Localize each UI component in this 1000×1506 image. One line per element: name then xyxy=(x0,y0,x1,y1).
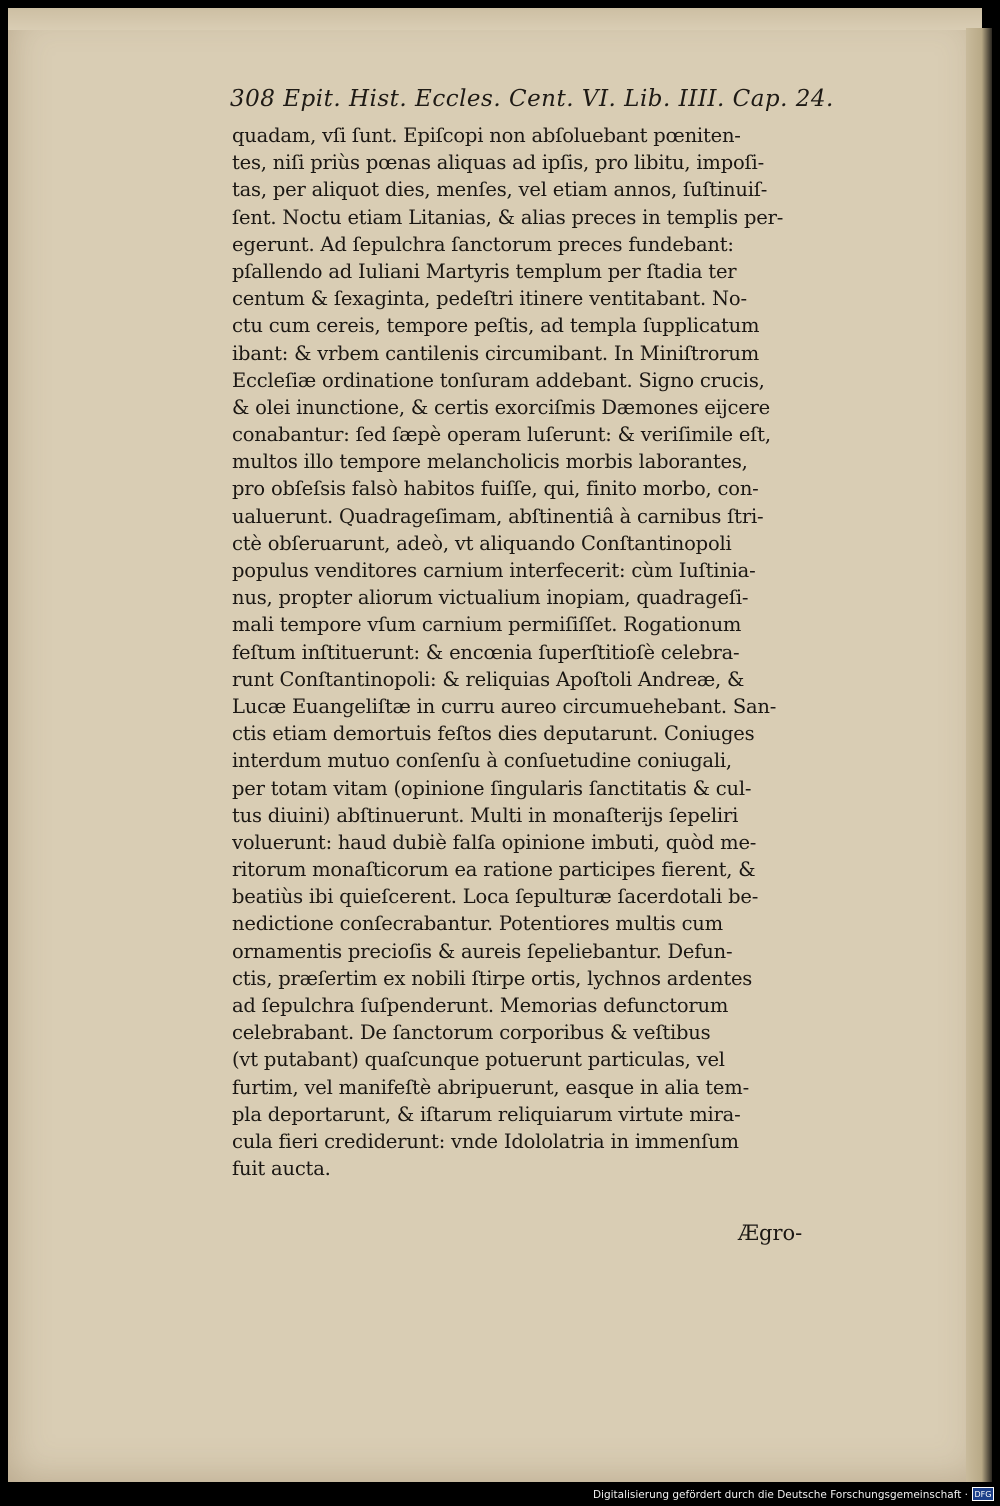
text-line: ornamentis precioſis & aureis ſepeliebantur. Defun- xyxy=(232,939,733,963)
text-line: fuit aucta. xyxy=(232,1157,331,1181)
text-line: beatiùs ibi quieſcerent. Loca ſepulturæ ſacerdotali be- xyxy=(232,885,759,909)
text-line: nus, propter aliorum victualium inopiam, quadrageſi- xyxy=(232,586,749,610)
text-line: furtim, vel manifeſtè abripuerunt, easque in alia tem- xyxy=(232,1075,749,1099)
text-line: ctu cum cereis, tempore peſtis, ad templa ſupplicatum xyxy=(232,314,760,338)
text-line: ſent. Noctu etiam Litanias, & alias preces in templis per- xyxy=(232,205,784,229)
catchword: Ægro- xyxy=(738,1221,803,1245)
footer-bar xyxy=(0,1484,1000,1506)
page-top-edge xyxy=(8,8,982,30)
text-line: quadam, vſi ſunt. Epiſcopi non abſoluebant pœniten- xyxy=(232,124,741,147)
text-line: voluerunt: haud dubiè falſa opinione imbuti, quòd me- xyxy=(232,830,757,854)
text-line: multos illo tempore melancholicis morbis laborantes, xyxy=(232,450,748,474)
text-line: Eccleſiæ ordinatione tonſuram addebant. Signo crucis, xyxy=(232,368,765,392)
text-line: feſtum inſtituerunt: & encœnia ſuperſtitioſè celebra- xyxy=(232,640,740,664)
text-line: per totam vitam (opinione ſingularis ſanctitatis & cul- xyxy=(232,776,752,800)
text-line: ctis, præſertim ex nobili ſtirpe ortis, lychnos ardentes xyxy=(232,966,753,990)
text-line: interdum mutuo conſenſu à conſuetudine coniugali, xyxy=(232,749,732,773)
text-line: ibant: & vrbem cantilenis circumibant. In Miniſtrorum xyxy=(232,341,760,365)
text-line: tus diuini) abſtinuerunt. Multi in monaſterijs ſepeliri xyxy=(232,803,739,827)
footer-credit[interactable]: Digitalisierung gefördert durch die Deutsche Forschungsgemeinschaft · xyxy=(592,1489,968,1501)
text-line: tas, per aliquot dies, menſes, vel etiam annos, ſuſtinuiſ- xyxy=(232,178,768,202)
text-line: ctè obſeruarunt, adeò, vt aliquando Conſtantinopoli xyxy=(232,531,732,555)
text-line: ad ſepulchra ſuſpenderunt. Memorias defunctorum xyxy=(232,994,729,1017)
text-line: nedictione conſecrabantur. Potentiores multis cum xyxy=(232,912,723,936)
text-line: (vt putabant) quaſcunque potuerunt particulas, vel xyxy=(232,1048,725,1072)
text-line: egerunt. Ad ſepulchra ſanctorum preces fundebant: xyxy=(232,232,734,256)
text-line: Lucæ Euangeliſtæ in curru aureo circumuehebant. San- xyxy=(232,694,777,718)
text-line: celebrabant. De ſanctorum corporibus & veſtibus xyxy=(232,1021,711,1045)
text-line: ctis etiam demortuis feſtos dies deputarunt. Coniuges xyxy=(232,722,755,746)
text-line: tes, niſi priùs pœnas aliquas ad ipſis, pro libitu, impoſi- xyxy=(232,151,764,175)
running-head: 308 Epit. Hist. Eccles. Cent. VI. Lib. IIII. Cap. 24. xyxy=(230,86,834,112)
text-line: conabantur: ſed ſæpè operam luſerunt: & veriſimile eſt, xyxy=(232,423,771,447)
text-line: pla deportarunt, & iſtarum reliquiarum virtute mira- xyxy=(232,1102,741,1126)
page-right-edge xyxy=(966,28,992,1482)
text-line: centum & ſexaginta, pedeſtri itinere ventitabant. No- xyxy=(232,287,747,311)
text-line: populus venditores carnium interfecerit: cùm Iuſtinia- xyxy=(232,559,756,582)
text-line: pſallendo ad Iuliani Martyris templum per ſtadia ter xyxy=(232,259,737,283)
dfg-logo[interactable]: DFG xyxy=(972,1487,994,1501)
text-line: ritorum monaſticorum ea ratione participes fierent, & xyxy=(232,858,756,882)
text-line: runt Conſtantinopoli: & reliquias Apoſtoli Andreæ, & xyxy=(232,667,745,691)
text-line: cula fieri crediderunt: vnde Idololatria in immenſum xyxy=(232,1129,739,1153)
text-line: mali tempore vſum carnium permiſiſſet. Rogationum xyxy=(232,613,742,637)
text-line: & olei inunctione, & certis exorciſmis Dæmones eijcere xyxy=(232,395,771,419)
body-text xyxy=(232,122,812,1182)
text-line: ualuerunt. Quadrageſimam, abſtinentiâ à carnibus ſtri- xyxy=(232,504,764,528)
text-line: pro obſeſsis falsò habitos fuiſſe, qui, finito morbo, con- xyxy=(232,477,759,501)
